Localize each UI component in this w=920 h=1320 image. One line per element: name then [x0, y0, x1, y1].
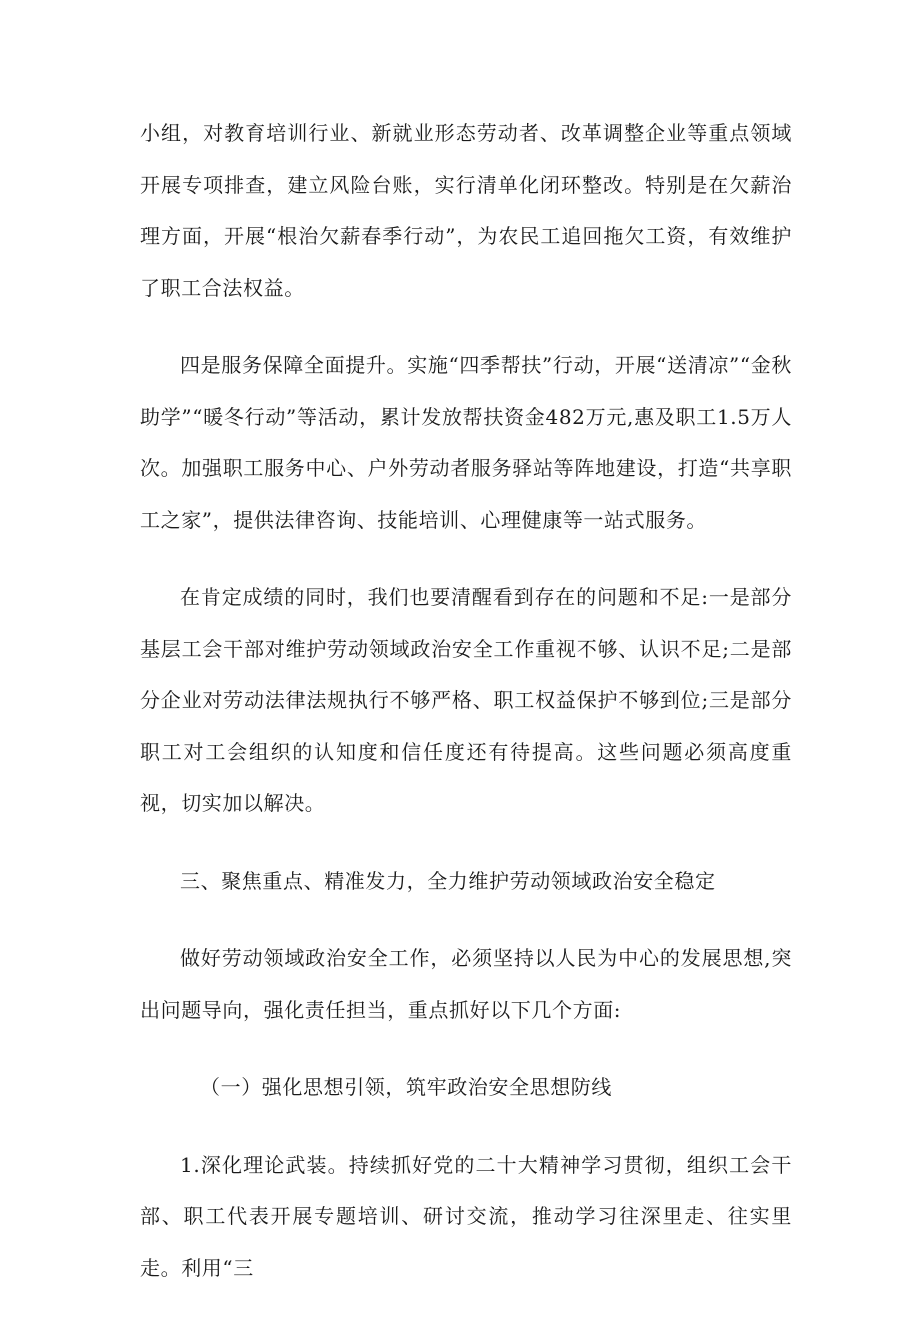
paragraph-problems: 在肯定成绩的同时，我们也要清醒看到存在的问题和不足:一是部分基层工会干部对维护劳动领域政治安全工作重视不够、认识不足;二是部分企业对劳动法律法规执行不够严格、职工权益保护不够到位;三是部分职工对工会组织的认知度和信任度还有待提高。这些问题必须高度重视，切实加以解决。: [140, 585, 792, 815]
paragraph-section-intro: 做好劳动领域政治安全工作，必须坚持以人民为中心的发展思想,突出问题导向，强化责任担当，重点抓好以下几个方面:: [140, 946, 792, 1022]
paragraph-service-guarantee: 四是服务保障全面提升。实施“四季帮扶”行动，开展“送清凉”“金秋助学”“暖冬行动”等活动，累计发放帮扶资金482万元,惠及职工1.5万人次。加强职工服务中心、户外劳动者服务驿站等阵地建设，打造“共享职工之家”，提供法律咨询、技能培训、心理健康等一站式服务。: [140, 353, 792, 532]
document-body: [140, 108, 792, 1320]
subsection-heading-one: （一）强化思想引领，筑牢政治安全思想防线: [200, 1075, 612, 1099]
section-heading-three: 三、聚焦重点、精准发力，全力维护劳动领域政治安全稳定: [180, 868, 716, 893]
paragraph-continuation: 小组，对教育培训行业、新就业形态劳动者、改革调整企业等重点领域开展专项排查，建立风险台账，实行清单化闭环整改。特别是在欠薪治理方面，开展“根治欠薪春季行动”，为农民工追回拖欠工资，有效维护了职工合法权益。: [140, 121, 792, 300]
paragraph-item-one: 1.深化理论武装。持续抓好党的二十大精神学习贯彻，组织工会干部、职工代表开展专题培训、研讨交流，推动学习往深里走、往实里走。利用“三: [140, 1152, 792, 1280]
